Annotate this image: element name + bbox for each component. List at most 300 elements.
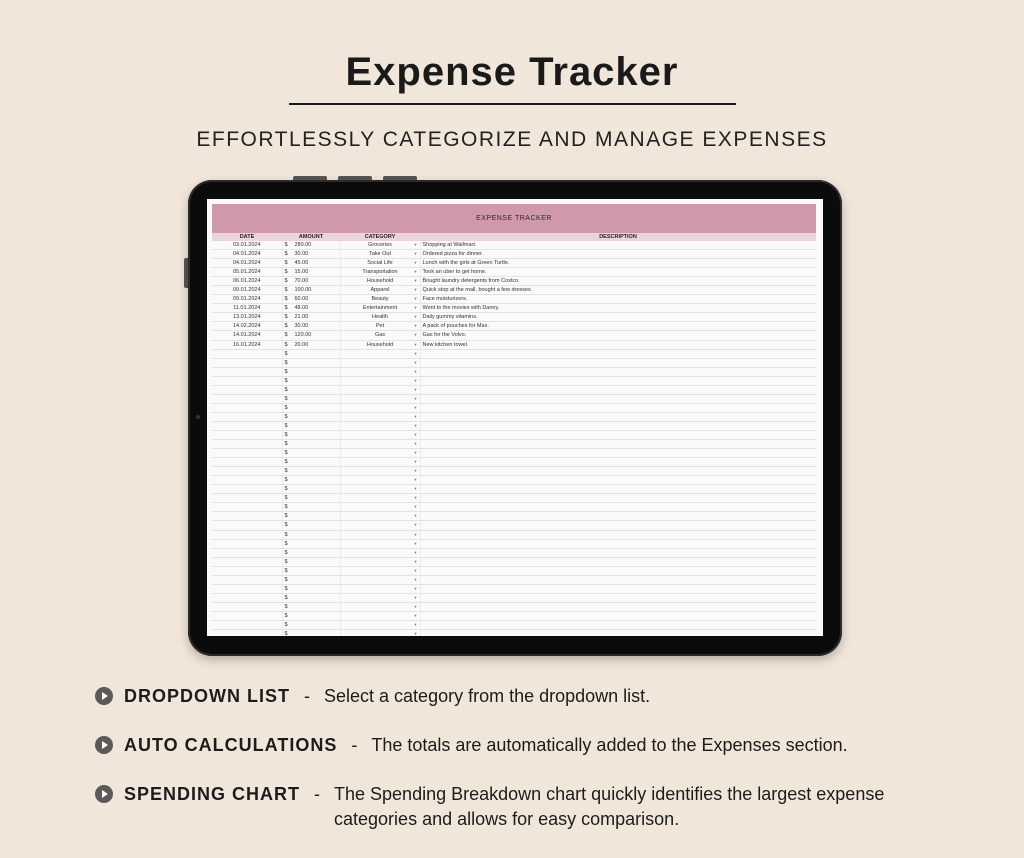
description-cell[interactable]: Shopping at Wallmart. (420, 241, 816, 250)
amount-cell[interactable] (282, 403, 340, 412)
amount-cell[interactable] (282, 521, 340, 530)
description-cell[interactable] (420, 566, 816, 575)
date-cell[interactable]: 13.01.2024 (212, 313, 282, 322)
caret-down-icon[interactable]: ▼ (413, 359, 418, 365)
date-cell[interactable] (212, 512, 282, 521)
date-cell[interactable] (212, 403, 282, 412)
description-cell[interactable] (420, 512, 816, 521)
amount-cell[interactable] (282, 611, 340, 620)
caret-down-icon[interactable]: ▼ (413, 350, 418, 356)
category-dropdown[interactable] (340, 430, 420, 439)
category-value: Health (372, 314, 388, 321)
amount-cell[interactable] (282, 367, 340, 376)
date-cell[interactable] (212, 557, 282, 566)
caret-down-icon[interactable]: ▼ (413, 450, 418, 456)
currency-symbol: $ (284, 332, 288, 339)
date-cell[interactable] (212, 584, 282, 593)
amount-cell[interactable] (282, 331, 340, 340)
description-cell[interactable] (420, 611, 816, 620)
amount-cell[interactable] (282, 241, 340, 250)
amount-cell[interactable] (282, 449, 340, 458)
date-cell[interactable] (212, 421, 282, 430)
category-dropdown[interactable] (340, 241, 420, 250)
date-cell[interactable] (212, 611, 282, 620)
description-cell[interactable] (420, 385, 816, 394)
amount-cell[interactable] (282, 512, 340, 521)
date-cell[interactable] (212, 376, 282, 385)
table-row (212, 548, 816, 557)
amount-cell[interactable] (282, 584, 340, 593)
description-cell[interactable]: New kitchen towel. (420, 340, 816, 349)
category-dropdown[interactable] (340, 259, 420, 268)
amount-value: 60.00 (294, 296, 309, 303)
currency-symbol: $ (284, 549, 288, 556)
description-cell[interactable] (420, 358, 816, 367)
amount-value: 20.00 (294, 341, 309, 348)
caret-down-icon[interactable]: ▼ (413, 558, 418, 564)
description-cell[interactable]: Lunch with the girls at Green Turtle. (420, 259, 816, 268)
table-row (212, 259, 816, 268)
date-cell[interactable] (212, 630, 282, 636)
amount-cell[interactable] (282, 322, 340, 331)
description-cell[interactable] (420, 548, 816, 557)
description-cell[interactable]: Bought laundry detergents from Costco. (420, 277, 816, 286)
category-dropdown[interactable] (340, 313, 420, 322)
date-cell[interactable]: 09.01.2024 (212, 286, 282, 295)
category-dropdown[interactable] (340, 286, 420, 295)
date-cell[interactable]: 16.01.2024 (212, 340, 282, 349)
description-cell[interactable] (420, 476, 816, 485)
date-cell[interactable] (212, 394, 282, 403)
caret-down-icon[interactable]: ▼ (413, 278, 418, 284)
description-cell[interactable] (420, 394, 816, 403)
amount-cell[interactable] (282, 575, 340, 584)
description-cell[interactable] (420, 421, 816, 430)
date-cell[interactable] (212, 593, 282, 602)
category-dropdown[interactable] (340, 530, 420, 539)
currency-symbol: $ (284, 432, 288, 438)
caret-down-icon[interactable]: ▼ (413, 504, 418, 510)
currency-symbol: $ (284, 251, 288, 258)
caret-down-icon[interactable]: ▼ (413, 305, 418, 311)
caret-down-icon[interactable]: ▼ (413, 621, 418, 627)
category-dropdown[interactable] (340, 340, 420, 349)
amount-cell[interactable] (282, 349, 340, 358)
table-row (212, 304, 816, 313)
date-cell[interactable] (212, 358, 282, 367)
description-cell[interactable]: Went to the movies with Danny. (420, 304, 816, 313)
table-row (212, 331, 816, 340)
category-dropdown[interactable] (340, 611, 420, 620)
category-dropdown[interactable] (340, 440, 420, 449)
caret-down-icon[interactable]: ▼ (413, 422, 418, 428)
table-row (212, 584, 816, 593)
currency-symbol: $ (284, 413, 288, 420)
caret-down-icon[interactable]: ▼ (413, 323, 418, 329)
currency-symbol: $ (284, 441, 288, 448)
date-cell[interactable] (212, 367, 282, 376)
date-cell[interactable] (212, 539, 282, 548)
page-title: Expense Tracker (345, 50, 679, 94)
amount-cell[interactable] (282, 313, 340, 322)
caret-down-icon[interactable]: ▼ (413, 441, 418, 447)
spreadsheet-screen (207, 199, 823, 636)
column-header-amount: AMOUNT (282, 233, 340, 241)
amount-cell[interactable] (282, 250, 340, 259)
expense-table (212, 233, 816, 636)
caret-down-icon[interactable]: ▼ (413, 242, 418, 247)
date-cell[interactable] (212, 412, 282, 421)
date-cell[interactable] (212, 602, 282, 611)
description-cell[interactable] (420, 575, 816, 584)
category-dropdown[interactable] (340, 467, 420, 476)
table-row (212, 467, 816, 476)
currency-symbol: $ (284, 594, 288, 601)
category-dropdown[interactable] (340, 358, 420, 367)
caret-down-icon[interactable]: ▼ (413, 341, 418, 347)
caret-down-icon[interactable]: ▼ (413, 251, 418, 257)
amount-cell[interactable] (282, 286, 340, 295)
table-row (212, 313, 816, 322)
category-dropdown[interactable] (340, 331, 420, 340)
amount-value: 21.00 (294, 314, 309, 321)
category-dropdown[interactable] (340, 566, 420, 575)
caret-down-icon[interactable]: ▼ (413, 486, 418, 492)
column-header-description: DESCRIPTION (420, 233, 816, 241)
description-cell[interactable] (420, 367, 816, 376)
caret-down-icon[interactable]: ▼ (413, 495, 418, 501)
date-cell[interactable] (212, 349, 282, 358)
feature-dash: - (304, 686, 310, 706)
currency-symbol: $ (284, 459, 288, 466)
category-dropdown[interactable] (340, 593, 420, 602)
caret-down-icon[interactable]: ▼ (413, 260, 418, 266)
category-value: Entertainment (362, 305, 398, 312)
amount-cell[interactable] (282, 440, 340, 449)
sheet-title: EXPENSE TRACKER (212, 204, 816, 233)
caret-down-icon[interactable]: ▼ (413, 549, 418, 555)
table-row (212, 503, 816, 512)
caret-down-icon[interactable]: ▼ (413, 431, 418, 437)
page-subtitle: EFFORTLESSLY CATEGORIZE AND MANAGE EXPENSES (196, 128, 828, 151)
feature-description: Select a category from the dropdown list. (324, 686, 651, 706)
amount-cell[interactable] (282, 295, 340, 304)
category-dropdown[interactable] (340, 521, 420, 530)
date-cell[interactable] (212, 548, 282, 557)
amount-cell[interactable] (282, 593, 340, 602)
caret-down-icon[interactable]: ▼ (413, 468, 418, 474)
description-cell[interactable] (420, 503, 816, 512)
play-circle-icon (95, 687, 113, 705)
table-row (212, 241, 816, 250)
category-dropdown[interactable] (340, 295, 420, 304)
amount-cell[interactable] (282, 421, 340, 430)
category-dropdown[interactable] (340, 394, 420, 403)
description-cell[interactable]: Ordered pizza for dinner. (420, 250, 816, 259)
currency-symbol: $ (284, 323, 288, 330)
description-cell[interactable] (420, 602, 816, 611)
feature-dash: - (314, 784, 321, 804)
table-row (212, 394, 816, 403)
currency-symbol: $ (284, 422, 288, 429)
description-cell[interactable] (420, 403, 816, 412)
currency-symbol: $ (284, 404, 288, 411)
amount-cell[interactable] (282, 358, 340, 367)
amount-cell[interactable] (282, 476, 340, 485)
date-cell[interactable] (212, 449, 282, 458)
description-cell[interactable] (420, 557, 816, 566)
caret-down-icon[interactable]: ▼ (413, 603, 418, 609)
feature-name: SPENDING CHART (124, 784, 301, 804)
category-value: Beauty (371, 296, 389, 303)
date-cell[interactable] (212, 440, 282, 449)
date-cell[interactable] (212, 575, 282, 584)
date-cell[interactable]: 11.01.2024 (212, 304, 282, 313)
category-dropdown[interactable] (340, 322, 420, 331)
description-cell[interactable] (420, 376, 816, 385)
amount-value: 100.00 (294, 287, 312, 294)
category-dropdown[interactable] (340, 503, 420, 512)
table-row (212, 566, 816, 575)
description-cell[interactable]: Took an uber to get home. (420, 268, 816, 277)
date-cell[interactable] (212, 620, 282, 629)
caret-down-icon[interactable]: ▼ (413, 594, 418, 600)
category-dropdown[interactable] (340, 548, 420, 557)
description-cell[interactable]: Face moisturizers. (420, 295, 816, 304)
currency-symbol: $ (284, 350, 288, 357)
amount-cell[interactable] (282, 548, 340, 557)
category-value: Take Out (368, 251, 391, 258)
currency-symbol: $ (284, 395, 288, 402)
description-cell[interactable] (420, 530, 816, 539)
category-dropdown[interactable] (340, 304, 420, 313)
description-cell[interactable] (420, 494, 816, 503)
description-cell[interactable] (420, 458, 816, 467)
amount-cell[interactable] (282, 530, 340, 539)
category-dropdown[interactable] (340, 367, 420, 376)
description-cell[interactable] (420, 584, 816, 593)
date-cell[interactable] (212, 385, 282, 394)
caret-down-icon[interactable]: ▼ (413, 540, 418, 546)
category-dropdown[interactable] (340, 476, 420, 485)
date-cell[interactable] (212, 566, 282, 575)
description-cell[interactable] (420, 449, 816, 458)
date-cell[interactable] (212, 467, 282, 476)
caret-down-icon[interactable]: ▼ (413, 631, 418, 636)
play-circle-icon (95, 785, 113, 803)
date-cell[interactable]: 06.01.2024 (212, 277, 282, 286)
category-dropdown[interactable] (340, 620, 420, 629)
category-dropdown[interactable] (340, 449, 420, 458)
category-dropdown[interactable] (340, 539, 420, 548)
currency-symbol: $ (284, 495, 288, 502)
amount-cell[interactable] (282, 630, 340, 636)
date-cell[interactable]: 04.01.2024 (212, 259, 282, 268)
category-dropdown[interactable] (340, 412, 420, 421)
date-cell[interactable] (212, 494, 282, 503)
category-dropdown[interactable] (340, 250, 420, 259)
description-cell[interactable]: A pack of pouches for Max. (420, 322, 816, 331)
date-cell[interactable] (212, 530, 282, 539)
description-cell[interactable] (420, 485, 816, 494)
caret-down-icon[interactable]: ▼ (413, 413, 418, 419)
caret-down-icon[interactable]: ▼ (413, 395, 418, 401)
date-cell[interactable]: 05.01.2024 (212, 268, 282, 277)
date-cell[interactable]: 09.01.2024 (212, 295, 282, 304)
date-cell[interactable] (212, 503, 282, 512)
currency-symbol: $ (284, 531, 288, 538)
category-dropdown[interactable] (340, 421, 420, 430)
date-cell[interactable] (212, 430, 282, 439)
category-dropdown[interactable] (340, 376, 420, 385)
description-cell[interactable]: Quick stop at the mall, bought a few dresses. (420, 286, 816, 295)
currency-symbol: $ (284, 269, 288, 276)
column-header-category: CATEGORY (340, 233, 420, 241)
caret-down-icon[interactable]: ▼ (413, 576, 418, 582)
currency-symbol: $ (284, 576, 288, 583)
category-dropdown[interactable] (340, 602, 420, 611)
category-dropdown[interactable] (340, 458, 420, 467)
caret-down-icon[interactable]: ▼ (413, 332, 418, 338)
caret-down-icon[interactable]: ▼ (413, 585, 418, 591)
table-row (212, 512, 816, 521)
currency-symbol: $ (284, 621, 288, 628)
date-cell[interactable]: 14.02.2024 (212, 322, 282, 331)
caret-down-icon[interactable]: ▼ (413, 269, 418, 275)
amount-cell[interactable] (282, 412, 340, 421)
description-cell[interactable]: Daily gummy vitamins. (420, 313, 816, 322)
column-header-date: DATE (212, 233, 282, 241)
table-header-row (212, 233, 816, 241)
caret-down-icon[interactable]: ▼ (413, 567, 418, 573)
table-row (212, 530, 816, 539)
amount-cell[interactable] (282, 602, 340, 611)
category-value: Transportation (362, 269, 398, 276)
amount-cell[interactable] (282, 539, 340, 548)
caret-down-icon[interactable]: ▼ (413, 404, 418, 410)
amount-cell[interactable] (282, 503, 340, 512)
table-row (212, 367, 816, 376)
description-cell[interactable] (420, 467, 816, 476)
category-dropdown[interactable] (340, 494, 420, 503)
currency-symbol: $ (284, 504, 288, 511)
table-row (212, 295, 816, 304)
feature-description: The Spending Breakdown chart quickly identifies the largest expense categories and allows for easy comparison. (334, 784, 885, 829)
amount-cell[interactable] (282, 268, 340, 277)
category-dropdown[interactable] (340, 485, 420, 494)
category-dropdown[interactable] (340, 584, 420, 593)
currency-symbol: $ (284, 603, 288, 610)
table-row (212, 485, 816, 494)
caret-down-icon[interactable]: ▼ (413, 377, 418, 383)
category-dropdown[interactable] (340, 277, 420, 286)
category-dropdown[interactable] (340, 385, 420, 394)
amount-cell[interactable] (282, 259, 340, 268)
category-value: Groceries (368, 242, 392, 249)
caret-down-icon[interactable]: ▼ (413, 513, 418, 519)
amount-cell[interactable] (282, 304, 340, 313)
caret-down-icon[interactable]: ▼ (413, 296, 418, 302)
category-dropdown[interactable] (340, 512, 420, 521)
caret-down-icon[interactable]: ▼ (413, 612, 418, 618)
amount-cell[interactable] (282, 485, 340, 494)
caret-down-icon[interactable]: ▼ (413, 522, 418, 528)
description-cell[interactable] (420, 630, 816, 636)
description-cell[interactable] (420, 349, 816, 358)
currency-symbol: $ (284, 567, 288, 574)
description-cell[interactable] (420, 440, 816, 449)
date-cell[interactable]: 03.01.2024 (212, 241, 282, 250)
description-cell[interactable]: Gas for the Volvo. (420, 331, 816, 340)
category-dropdown[interactable] (340, 575, 420, 584)
category-dropdown[interactable] (340, 557, 420, 566)
amount-cell[interactable] (282, 557, 340, 566)
amount-cell[interactable] (282, 340, 340, 349)
date-cell[interactable] (212, 485, 282, 494)
category-value: Household (366, 278, 394, 285)
date-cell[interactable] (212, 458, 282, 467)
category-dropdown[interactable] (340, 268, 420, 277)
amount-cell[interactable] (282, 494, 340, 503)
amount-value: 45.00 (294, 260, 309, 267)
amount-cell[interactable] (282, 376, 340, 385)
feature-dash: - (351, 735, 358, 755)
caret-down-icon[interactable]: ▼ (413, 386, 418, 392)
currency-symbol: $ (284, 468, 288, 475)
description-cell[interactable] (420, 620, 816, 629)
feature-description: The totals are automatically added to the Expenses section. (371, 735, 848, 755)
amount-cell[interactable] (282, 430, 340, 439)
caret-down-icon[interactable]: ▼ (413, 287, 418, 293)
feature-name: AUTO CALCULATIONS (124, 735, 338, 755)
amount-cell[interactable] (282, 394, 340, 403)
amount-cell[interactable] (282, 385, 340, 394)
description-cell[interactable] (420, 430, 816, 439)
date-cell[interactable] (212, 476, 282, 485)
table-row (212, 602, 816, 611)
caret-down-icon[interactable]: ▼ (413, 477, 418, 483)
amount-cell[interactable] (282, 277, 340, 286)
description-cell[interactable] (420, 412, 816, 421)
currency-symbol: $ (284, 522, 288, 529)
currency-symbol: $ (284, 359, 288, 366)
date-cell[interactable]: 04.01.2024 (212, 250, 282, 259)
date-cell[interactable]: 14.01.2024 (212, 331, 282, 340)
date-cell[interactable] (212, 521, 282, 530)
caret-down-icon[interactable]: ▼ (413, 459, 418, 465)
caret-down-icon[interactable]: ▼ (413, 368, 418, 374)
caret-down-icon[interactable]: ▼ (413, 531, 418, 537)
description-cell[interactable] (420, 539, 816, 548)
amount-cell[interactable] (282, 566, 340, 575)
table-row (212, 449, 816, 458)
currency-symbol: $ (284, 513, 288, 520)
category-dropdown[interactable] (340, 630, 420, 636)
description-cell[interactable] (420, 593, 816, 602)
amount-cell[interactable] (282, 467, 340, 476)
table-row (212, 277, 816, 286)
caret-down-icon[interactable]: ▼ (413, 314, 418, 320)
table-row (212, 494, 816, 503)
amount-value: 120.00 (294, 332, 312, 339)
category-dropdown[interactable] (340, 403, 420, 412)
currency-symbol: $ (284, 260, 288, 267)
category-dropdown[interactable] (340, 349, 420, 358)
amount-cell[interactable] (282, 620, 340, 629)
currency-symbol: $ (284, 278, 288, 285)
amount-cell[interactable] (282, 458, 340, 467)
description-cell[interactable] (420, 521, 816, 530)
